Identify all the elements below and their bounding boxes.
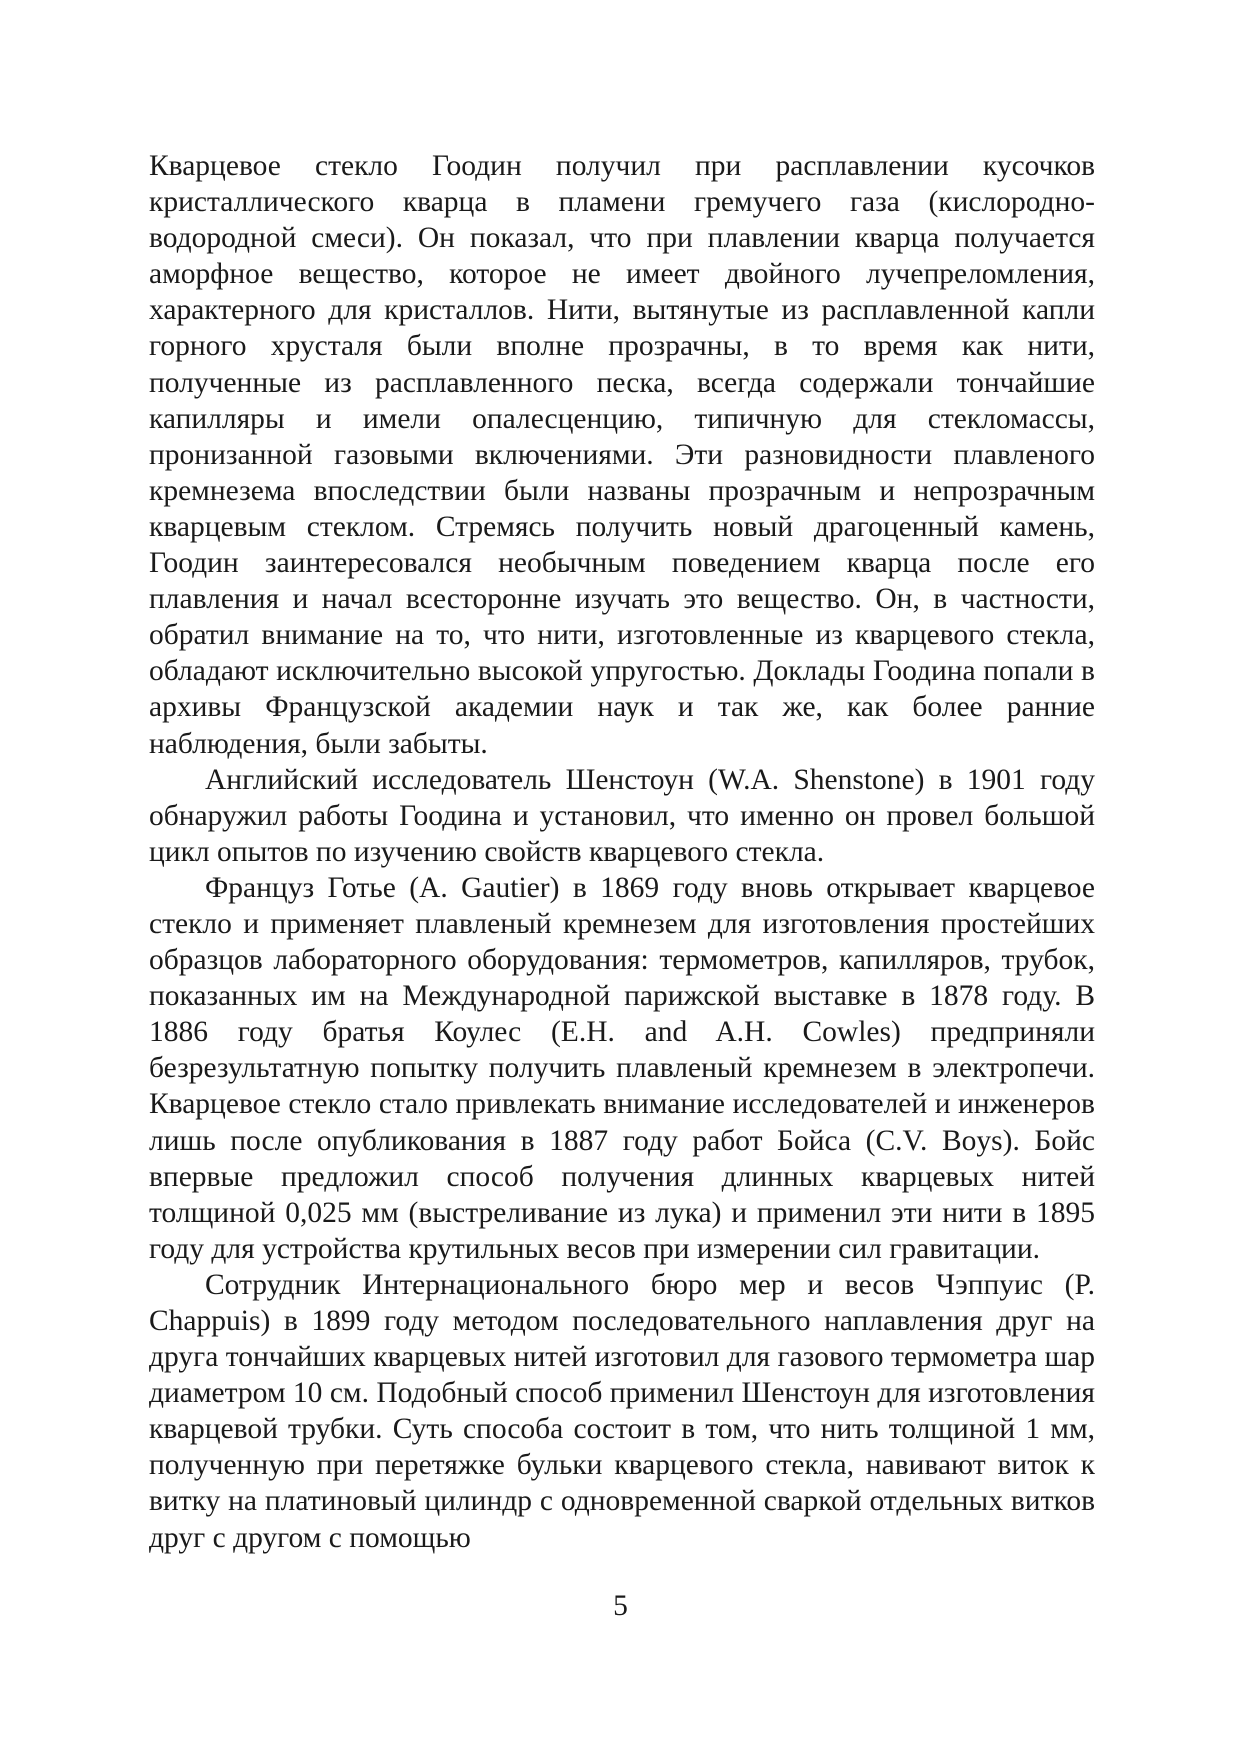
page-number: 5 <box>613 1590 628 1622</box>
paragraph-gautier-boys: Француз Готье (A. Gautier) в 1869 году вновь открывает кварцевое стекло и применяет плавленый кремнезем для изготовления простейших образцов лабораторного оборудования: термометров, капилляров, трубок, показанных им на Международной парижской выставке в 1878 году. В 1886 году братья Коулес (E.H. and A.H. Cowles) предприняли безрезультатную попытку получить плавленый кремнезем в электропечи. Кварцевое стекло стало привлекать внимание исследователей и инженеров лишь после опубликования в 1887 году работ Бойса (C.V. Boys). Бойс впервые предложил способ получения длинных кварцевых нитей толщиной 0,025 мм (выстреливание из лука) и применил эти нити в 1895 году для устройства крутильных весов при измерении сил гравитации. <box>149 871 1095 1265</box>
paragraph-goodin-quartz-glass: Кварцевое стекло Гоодин получил при расплавлении кусочков кристаллического кварца в пламени гремучего газа (кислородно-водородной смеси). Он показал, что при плавлении кварца получается аморфное вещество, которое не имеет двойного лучепреломления, характерного для кристаллов. Нити, вытянутые из расплавленной капли горного хрусталя были вполне прозрачны, в то время как нити, полученные из расплавленного песка, всегда содержали тончайшие капилляры и имели опалесценцию, типичную для стекломассы, пронизанной газовыми включениями. Эти разновидности плавленого кремнезема впоследствии были названы прозрачным и непрозрачным кварцевым стеклом. Стремясь получить новый драгоценный камень, Гоодин заинтересовался необычным поведением кварца после его плавления и начал всесторонне изучать это вещество. Он, в частности, обратил внимание на то, что нити, изготовленные из кварцевого стекла, обладают исключительно высокой упругостью. Доклады Гоодина попали в архивы Французской академии наук и так же, как более ранние наблюдения, были забыты. <box>149 150 1095 760</box>
paragraph-chappuis: Сотрудник Интернационального бюро мер и весов Чэппуис (P. Chappuis) в 1899 году методом последовательного наплавления друг на друга тончайших кварцевых нитей изготовил для газового термометра шар диаметром 10 см. Подобный способ применил Шенстоун для изготовления кварцевой трубки. Суть способа состоит в том, что нить толщиной 1 мм, полученную при перетяжке бульки кварцевого стекла, навивают виток к витку на платиновый цилиндр с одновременной сваркой отдельных витков друг с другом с помощью <box>149 1268 1095 1554</box>
body-text <box>149 148 1095 1556</box>
paragraph-shenstone: Английский исследователь Шенстоун (W.A. Shenstone) в 1901 году обнаружил работы Гоодина и установил, что именно он провел большой цикл опытов по изучению свойств кварцевого стекла. <box>149 763 1095 868</box>
